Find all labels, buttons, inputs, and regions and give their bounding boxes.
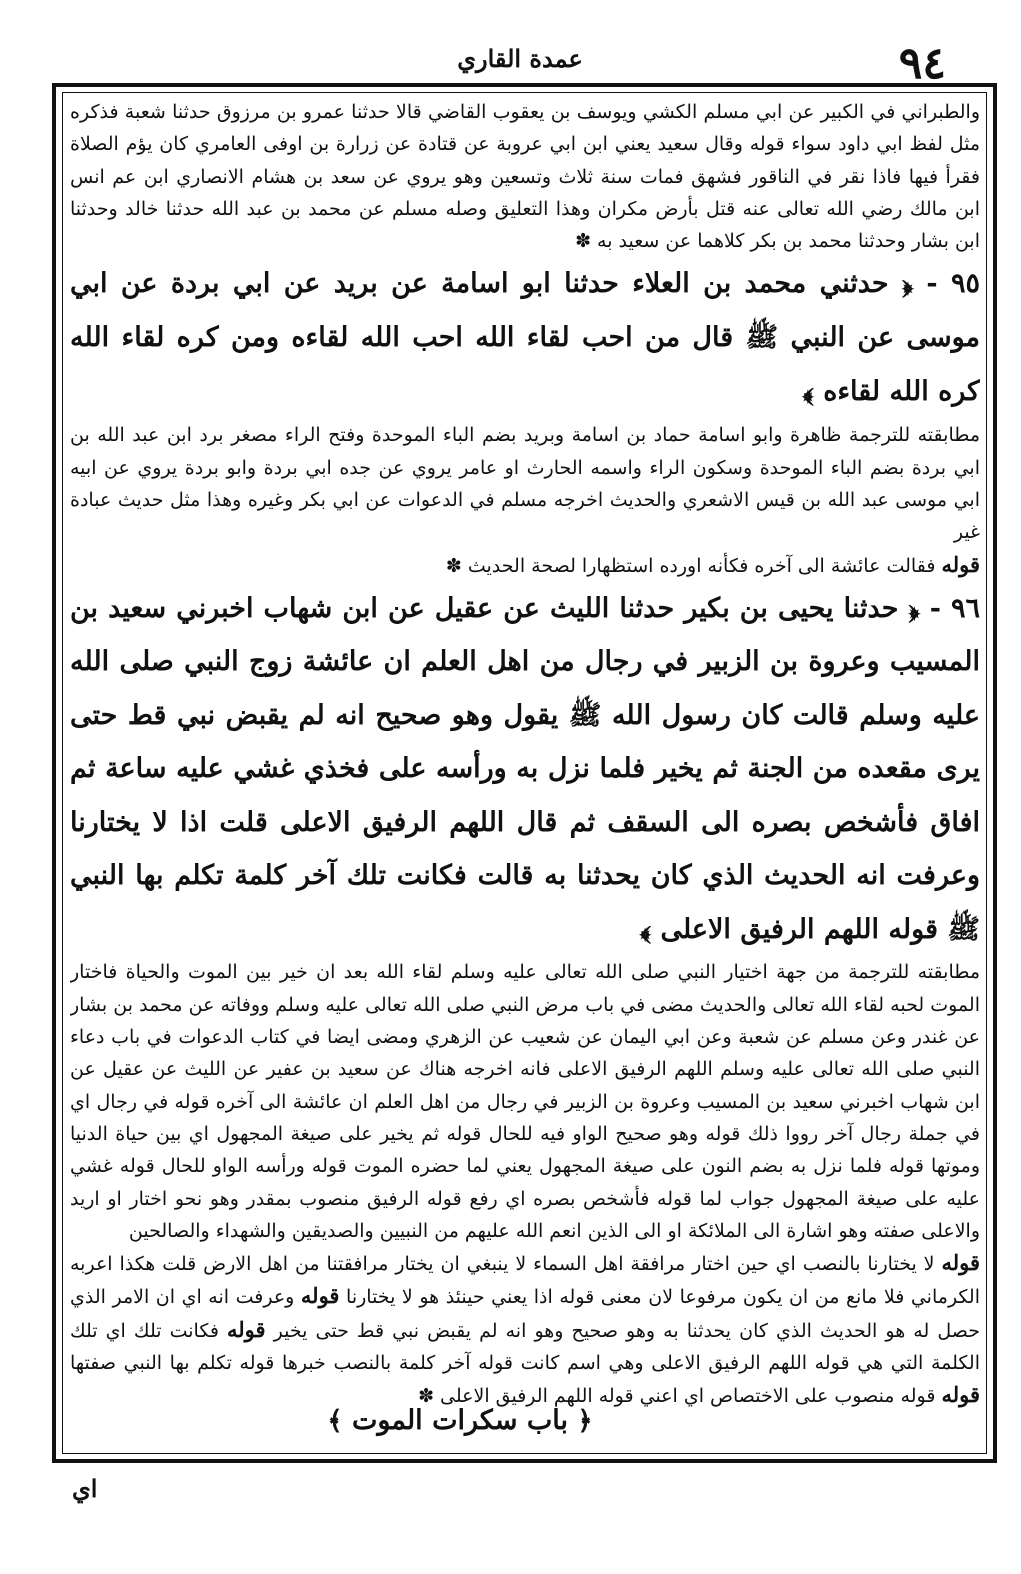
commentary-text: فقالت عائشة الى آخره فكأنه اورده استظهارا لصحة الحديث ✽ <box>445 554 936 577</box>
commentary-paragraph <box>70 1247 980 1412</box>
commentary-text: وعرفت انه اي ان الامر الذي حصل له هو الحديث الذي كان يحدثنا به وهو صحيح وهو انه لم يقبض نبي قط حتى يخير <box>70 1286 980 1342</box>
catchword: اي <box>72 1474 98 1503</box>
commentary-paragraph: مطابقته للترجمة ظاهرة وابو اسامة حماد بن اسامة وبريد بضم الباء الموحدة وفتح الراء مصغر برد ابن عبد الله بن ابي بردة بضم الباء الموحدة وسكون الراء واسمه الحارث او عامر يروي عن جده ابي بردة وابو بردة يروي عن ابيه ابي موسى عبد الله بن قيس الاشعري والحديث اخرجه مسلم في الدعوات عن ابي بكر وغيره وهذا مثل حديث عبادة غير <box>70 424 980 544</box>
commentary-paragraph: والطبراني في الكبير عن ابي مسلم الكشي ويوسف بن يعقوب القاضي قالا حدثنا عمرو بن مرزوق حدثنا شعبة فذكره مثل لفظ ابي داود سواء قوله وقال سعيد يعني ابن ابي عروبة عن قتادة عن زرارة بن اوفى العامري كان يؤم الصلاة فقرأ فيها فاذا نقر في الناقور فشهق فمات سنة ثلاث وتسعين وهو يروي عن سعد بن هشام الانصاري ابن عم انس ابن مالك رضي الله تعالى عنه قتل بأرض مكران وهذا التعليق وصله مسلم عن محمد بن عبد الله حدثنا خالد وحدثنا ابن بشار وحدثنا محمد بن بكر كلاهما عن سعيد به ✽ <box>70 101 980 253</box>
hadith-number: ٩٦ - <box>929 592 980 624</box>
commentary-text: لا يختارنا بالنصب اي حين اختار مرافقة اهل السماء لا ينبغي ان يختار مرافقتنا من اهل الارض قلت هكذا اعربه الكرماني فلا مانع من ان يكون مرفوعا لان معنى قوله اذا يعني حينئذ هو لا يختارنا <box>70 1253 980 1309</box>
keyword-qawluhu: قوله <box>941 551 980 577</box>
commentary-text: فكانت تلك اي تلك الكلمة التي هي قوله اللهم الرفيق الاعلى وهي اسم كانت قوله آخر كلمة بالنصب خبرها قوله تكلم بها النبي صفتها <box>70 1319 980 1375</box>
hadith-96 <box>70 582 980 957</box>
hadith-text: ﴿ حدثني محمد بن العلاء حدثنا ابو اسامة عن بريد عن ابي بردة عن ابي موسى عن النبي ﷺ قال من احب لقاء الله احب الله لقاءه ومن كره لقاء الله كره الله لقاءه ﴾ <box>70 268 980 408</box>
chapter-heading <box>60 1405 860 1436</box>
keyword-qawluhu: قوله <box>227 1316 266 1342</box>
keyword-qawluhu: قوله <box>941 1250 980 1276</box>
ornament-left: ﴾ <box>327 1406 343 1436</box>
hadith-number: ٩٥ - <box>926 268 980 300</box>
commentary-paragraph: مطابقته للترجمة من جهة اختيار النبي صلى الله تعالى عليه وسلم لقاء الله بعد ان خير بين الموت والحياة فاختار الموت لحبه لقاء الله تعالى والحديث مضى في باب مرض النبي صلى الله تعالى عليه وسلم ووفاته عن محمد بن بشار عن غندر وعن مسلم عن شعبة وعن ابي اليمان عن شعيب عن الزهري ومضى ايضا في كتاب الدعوات في باب دعاء النبي صلى الله تعالى عليه وسلم اللهم الرفيق الاعلى فانه اخرجه هناك عن سعيد بن عفير عن الليث عن عقيل عن ابن شهاب اخبرني سعيد بن المسيب وعروة بن الزبير في رجال من اهل العلم ان عائشة الى آخره قوله في رجال اي في جملة رجال آخر رووا ذلك قوله وهو صحيح الواو فيه للحال قوله ثم يخير على صيغة المجهول اي بين حياة الدنيا وموتها قوله فلما نزل به بضم النون على صيغة المجهول يعني لما حضره الموت قوله ورأسه الواو للحال قوله غشي عليه على صيغة المجهول جواب لما قوله فأشخص بصره اي رفع قوله الرفيق منصوب بمقدر وهو نحو اختار او اريد والاعلى صفته وهو اشارة الى الملائكة او الى الذين انعم الله عليهم من النبيين والصديقين والشهداء والصالحين <box>70 961 980 1242</box>
commentary-line <box>70 549 980 582</box>
keyword-qawluhu: قوله <box>300 1283 340 1309</box>
page-body <box>70 96 980 1448</box>
chapter-title: باب سكرات الموت <box>351 1405 568 1436</box>
running-title: عمدة القاري <box>457 44 583 73</box>
hadith-text: ﴿ حدثنا يحيى بن بكير حدثنا الليث عن عقيل عن ابن شهاب اخبرني سعيد بن المسيب وعروة بن الزبير في رجال من اهل العلم ان عائشة زوج النبي صلى الله عليه وسلم قالت كان رسول الله ﷺ يقول وهو صحيح انه لم يقبض نبي قط حتى يرى مقعده من الجنة ثم يخير فلما نزل به ورأسه على فخذي غشي عليه ساعة ثم افاق فأشخص بصره الى السقف ثم قال اللهم الرفيق الاعلى قلت اذا لا يختارنا وعرفت انه الحديث الذي كان يحدثنا به قالت فكانت تلك آخر كلمة تكلم بها النبي ﷺ قوله اللهم الرفيق الاعلى ﴾ <box>70 592 980 945</box>
hadith-95 <box>70 257 980 419</box>
page-number: ٩٤ <box>898 38 946 89</box>
ornament-right: ﴿ <box>577 1406 593 1436</box>
keyword-qawluhu: قوله <box>941 1382 980 1408</box>
commentary-text: قوله منصوب على الاختصاص اي اعني قوله اللهم الرفيق الاعلى ✽ <box>418 1385 936 1408</box>
